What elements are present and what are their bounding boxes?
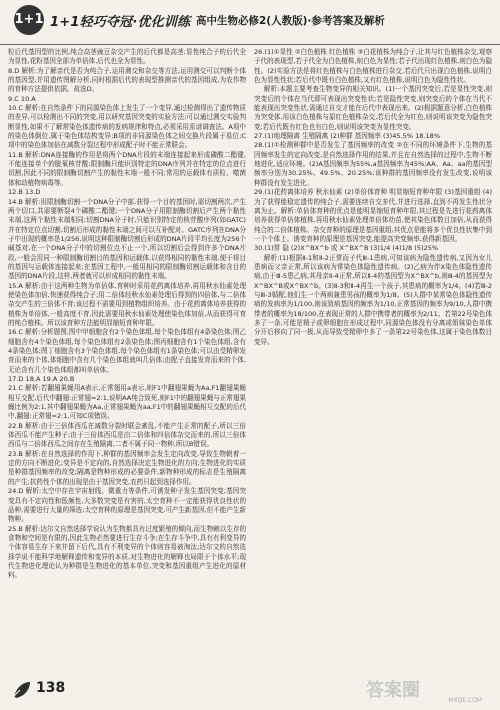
answer-paragraph: 解析:(1)根据Ⅱ-1和Ⅱ-2正常而子代Ⅲ-1患病,可知该病为隐性遗传病,又因为女儿患病而父亲正常,所以该病为常染色体隐性遗传病。(2)乙病为伴X染色体隐性遗传病,由于Ⅲ-5患乙病,其母亲Ⅱ-4正常,所以Ⅱ-4的基因型为X^BX^b,则Ⅲ-4的基因型为X^BX^B或X^BX^b。(3)Ⅱ-3和Ⅱ-4再生一个孩子,其患病的概率为1/4。(4)若Ⅲ-2与Ⅲ-3婚配,他们生一个两病兼患男孩的概率为1/8。(5)人群中某常染色体隐性遗传病的发病率为1/100,则该致病基因的频率为1/10,正常基因的频率为9/10,人群中携带者的概率为18/100,在表现正常的人群中携带者的概率为2/11。若第22号染色体多了一条,可能是精子或卵细胞在形成过程中,同源染色体没有分离或姐妹染色单体分开后移向了同一极,从而导致受精卵中多了一条第22号染色体,这属于染色体数目变异。 [254,253,492,346]
answer-paragraph: 15.A 解析:由于这两种生物为单倍体,育种时采用花药离体培养,再用秋水仙素处理使染色体加倍,快速获得纯合子;用二倍体经秋水仙素处理后得到的四倍体,与二倍体杂交产生的三倍体不育;该过程不需要用到植物组织培养。由于花药离体培养获得的植株为单倍体,一般高度不育,因此需要用秋水仙素处理使染色体加倍,从而获得可育的纯合植株。所以该育种方法能明显缩短育种年限。 [8,281,246,327]
answer-paragraph: 29.(1)花药离体培养 秋水仙素 (2)单倍体育种 明显缩短育种年限 (3)基因重组 (4)为了获得能稳定遗传的纯合子,需要连续自交多代,并进行选择,直到不再发生性状分离为止。解析:单倍体育种的优点是能明显缩短育种年限,其过程是先进行花药离体培养获得单倍体植株,再用秋水仙素处理单倍体幼苗,使其染色体数目加倍,从而获得纯合的二倍体植株。杂交育种的原理是基因重组,其优点是能将多个优良性状集中到一个个体上。诱变育种的原理是基因突变,能提高突变频率,获得新基因。 [254,188,492,243]
answer-paragraph: 12.B 13.D [8,188,41,197]
answer-paragraph: 26.(1)①显性 ②白色植株 红色植株 ③白花植株为纯合子,让其与红色植株杂交,观察子代的表现型,若子代全为白色植株,则白色为显性;若子代出现红色植株,则白色为隐性。(2)实验方法是将红色植株与白色植株进行杂交,若后代只出现白色植株,说明白色为显性性状;若后代中既有白色植株,又有红色植株,说明白色为隐性性状。 [254,48,492,85]
watermark-logo: 答案圈 [366,680,420,701]
answer-paragraph: 粒后代基因型的比例,纯合高茎豌豆杂交产生的后代都是高茎;显性纯合子的后代全为显性,花粉基因全部为单倍体,后代也全为显性。 [8,48,246,66]
answer-paragraph: 28.(1)①检测种群中是否发生了基因频率的改变 ②在不同的环境条件下,生物的基因频率发生的定向改变,是自然选择作用的结果,并且在自然选择的过程中,生物不断地进化,适应环境。(2)A基因频率为55%,a基因频率为45%;AA、Aa、aa的基因型频率分别为30.25%、49.5%、20.25%;该种群的基因频率没有发生改变,说明该种群没有发生进化。 [254,141,492,187]
answer-content [8,48,494,668]
answer-paragraph: 27.(1)地理隔离 生殖隔离 (2)种群 基因频率 (3)45.5% 18.18% [254,132,441,141]
book-subtitle: 高中生物必修2(人教版)·参考答案及解析 [196,15,385,27]
right-answer-column [254,48,492,668]
page-header [0,0,500,45]
page-footer [0,672,500,710]
answer-paragraph: 16.C 解析:分析题图,图中甲细胞含有2个染色体组,每个染色体组有4条染色体;图乙细胞含有4个染色体组,每个染色体组有2条染色体;图丙细胞含有1个染色体组,含有4条染色体;图丁细胞含有3个染色体组,每个染色体组有1条染色体;可以由受精卵发育而来的个体,体细胞中含有几个染色体组就叫几倍体;由配子直接发育而来的个体,无论含有几个染色体组都叫单倍体。 [8,328,246,374]
series-brand: 1+1轻巧夺冠·优化训练 [50,15,191,30]
leaf-icon [10,678,34,702]
series-logo: 1+1 [14,5,44,35]
answer-paragraph: 解析:本题主要考查生物变异的相关知识。(1)一个基因突变后,若是显性突变,则突变后的个体在当代即可表现出突变性状;若是隐性突变,则突变后的个体在当代不能表现出突变性状,需通过自交才能在后代中表现出来。(2)根据题意分析,白色植株为突变体,用该白色植株与原红色植株杂交,若后代全为红色,则说明该突变为隐性突变;若后代既有红色也有白色,则说明该突变为显性突变。 [254,85,492,131]
answer-paragraph: 10.C 解析:在自然条件下的同源染色体上发生了一个变异,通过检测得出了遗传物质的差异,可以检测出不同的突变,用以研究基因突变的实验方法;可以通过测交实验判断显性,如果不了解常染色体遗传病的发病规律和特点,必须采用系谱调查法。A项中的染色体倒位,属于染色体结构变异;B项的非同源染色体之间交换片段属于易位;C项中的染色体加倍在减数分裂过程中形成配子时不能正常联会。 [8,104,246,150]
left-answer-column [8,48,246,668]
answer-paragraph: 17.D 18.A 19.A 20.B [8,375,75,384]
answer-paragraph: 14.B 解析:用限制酶切割一个DNA分子中部,获得一个目的基因时,需切割两次,产生两个切口,共需要断裂4个磷酸二酯键;一个DNA分子用限制酶切割后产生两个黏性末端,这两个黏性末端相同;切割DNA分子时,只能识别特定的核苷酸序列(如GATC)并在特定位点切割,切割后形成的黏性末端之间可以互补配对。GATC序列在DNA分子中出现的概率是1/256,说明这种限制酶切割后形成的DNA片段平均长度为256个碱基对,在一个DNA分子中的切割位点不止一个,所以切割后会得到许多个DNA片段,一般会用同一种限制酶切割目的基因和运载体,以获得相同的黏性末端,便于将目的基因与运载体连接起来;在基因工程中,一般用相同的限制酶切割运载体和含目的基因的DNA片段,这样,两者就可以形成相同的黏性末端。 [8,197,246,281]
answer-paragraph: 21.C 解析:若翻翅果蝇用A表示,正常翅用a表示,则F1中翻翅果蝇为Aa,F1翻翅果蝇相互交配,后代中翻翅:正常翅=2:1,说明AA纯合致死,则F1中的翻翅果蝇与正常翅果蝇比例为2:1,其中翻翅果蝇为Aa,正常翅果蝇为aa,F1中的翻翅果蝇相互交配的后代中,翻翅:正常翅=2:1,可知C项错误。 [8,384,246,421]
answer-paragraph: 23.B 解析:在自然选择的作用下,种群的基因频率会发生定向改变,导致生物朝着一定的方向不断进化;变异是不定向的,自然选择决定生物进化的方向;生物进化的实质是种群基因频率的改变;隔离是物种形成的必要条件,新物种形成的标志是生殖隔离的产生;抗药性个体的出现是由于基因突变,农药只起到选择作用。 [8,449,246,486]
answer-paragraph: 30.(1)常 隐 (2)X^BX^b 或 X^BX^B (3)1/4 (4)1/8 (5)25% [254,244,439,253]
answer-paragraph: 22.B 解析:由于三倍体西瓜在减数分裂时联会紊乱,不能产生正常的配子,所以三倍体西瓜不能产生种子;由于三倍体西瓜是由二倍体和四倍体杂交而来的,所以三倍体西瓜与二倍体西瓜之间存在生殖隔离,二者不属于同一物种,所以B错误。 [8,421,246,449]
page-number: 138 [36,680,66,696]
answer-paragraph: 11.B 解析:DNA连接酶的作用是将两个DNA片段的末端连接起来形成磷酸二酯键,不能连接单个的脱氧核苷酸;限制酶只能识别特定的DNA序列并在特定的位点进行切割,因此不同的限制酶切割产生的黏性末端一般不同;常用的运载体有质粒、噬菌体和动植物病毒等。 [8,150,246,187]
answer-paragraph: 9.C 10.A [8,94,36,103]
answer-paragraph: 25.B 解析:达尔文自然选择学说认为生物都具有过度繁殖的倾向,而生物赖以生存的食物和空间是有限的,因此生物必然要进行生存斗争;在生存斗争中,具有有利变异的个体容易生存下来并留下后代,具有不利变异的个体则容易被淘汰;达尔文的自然选择学说不能科学地解释遗传和变异的本质,对生物进化的解释也局限于个体水平;现代生物进化理论认为种群是生物进化的基本单位,突变和基因重组产生进化的原材料。 [8,524,246,580]
answer-paragraph: 8.D 解析:为了解亲代是否为纯合子,运用测交和杂交等方法,运用测交可以判断个体的基因型,并用遗传图解分析,同时根据后代的表现型推测亲代的基因组成,为农作物的育种方法提供依据。故选D。 [8,66,246,94]
watermark-url: MXQE.COM [448,697,482,704]
answer-paragraph: 24.D 解析:太空中存在宇宙射线、微重力等条件,可诱发种子发生基因突变;基因突变具有不定向性和低频性,大多数突变是有害的,太空育种不一定能获得优良性状的品种,需要进行大量的筛选;太空育种的原理是基因突变,可产生新基因,但不能产生新物种。 [8,487,246,524]
